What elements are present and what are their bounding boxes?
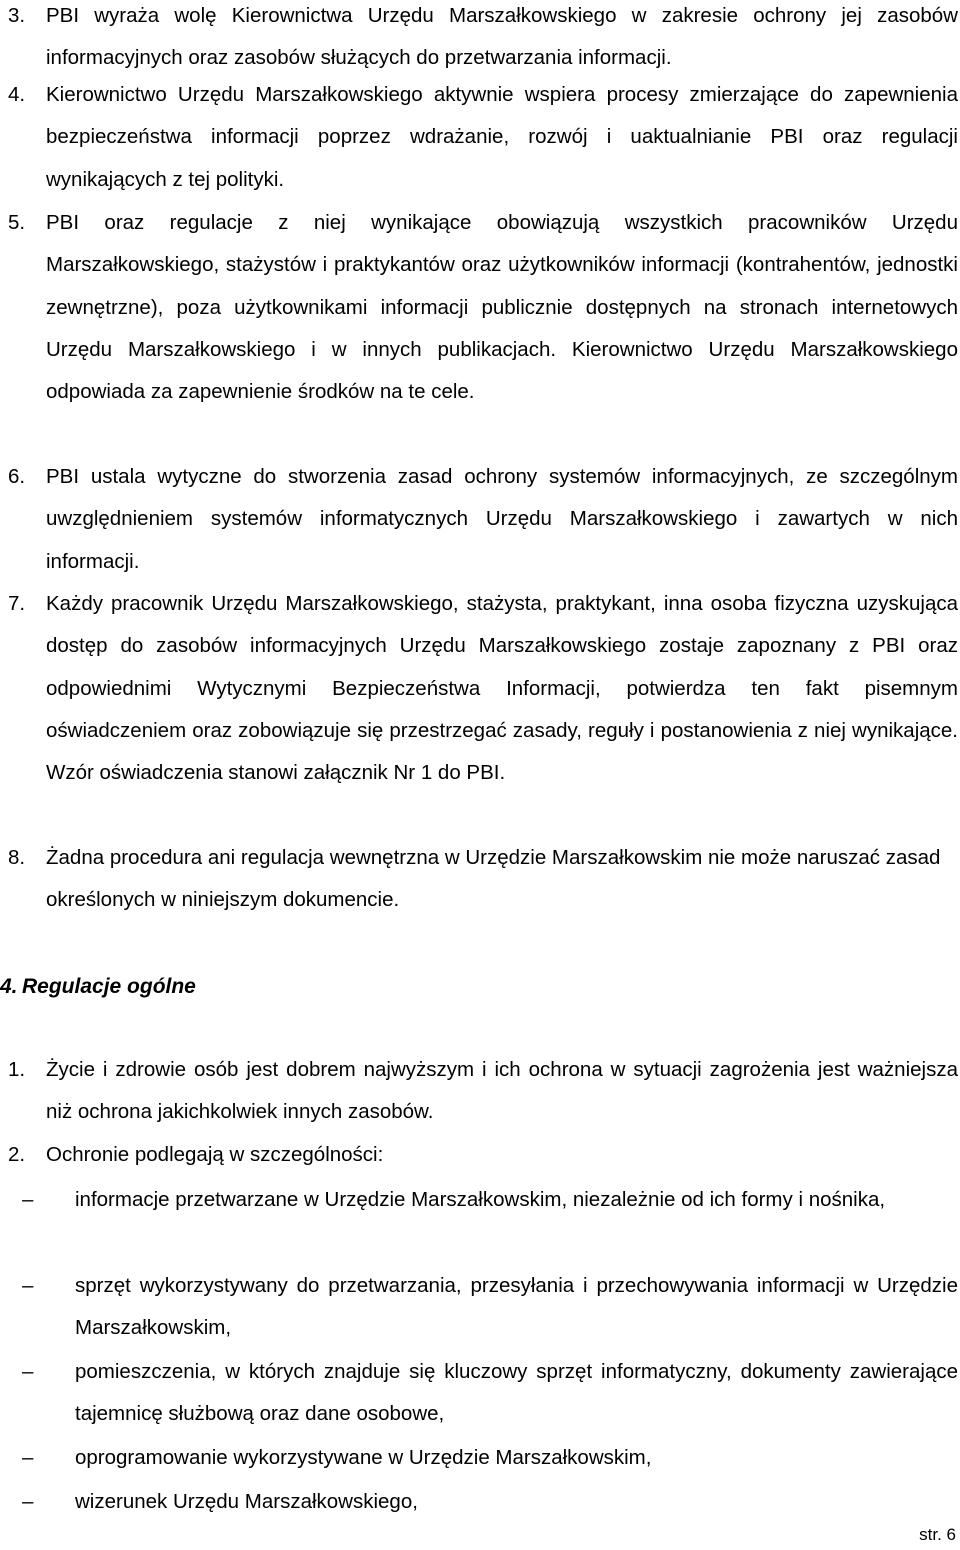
list-item-6: [0, 456, 960, 583]
bullet-item-5: [0, 1481, 960, 1523]
list-item-text: Życie i zdrowie osób jest dobrem najwyższym i ich ochrona w sytuacji zagrożenia jest ważniejsza niż ochrona jakichkolwiek innych zasobów.: [46, 1058, 958, 1124]
list-item-text: PBI wyraża wolę Kierownictwa Urzędu Marszałkowskiego w zakresie ochrony jej zasobów informacyjnych oraz zasobów służących do przetwarzania informacji.: [46, 4, 958, 70]
bullet-item-3: [0, 1351, 960, 1436]
bullet-text: informacje przetwarzane w Urzędzie Marszałkowskim, niezależnie od ich formy i nośnika,: [75, 1188, 886, 1211]
list-item-text: Ochronie podlegają w szczególności:: [46, 1143, 384, 1166]
section-item-1: [0, 1049, 960, 1134]
list-item-number: 6.: [8, 465, 26, 488]
dash-marker: –: [22, 1446, 34, 1469]
list-item-text: Żadna procedura ani regulacja wewnętrzna w Urzędzie Marszałkowskim nie może naruszać zasad określonych w niniejszym dokumencie.: [46, 846, 941, 912]
list-item-number: 8.: [8, 846, 26, 869]
dash-marker: –: [22, 1360, 34, 1383]
bullet-text: sprzęt wykorzystywany do przetwarzania, przesyłania i przechowywania informacji w Urzędzie Marszałkowskim,: [75, 1274, 958, 1340]
list-item-3: [0, 0, 960, 80]
dash-marker: –: [22, 1490, 34, 1513]
dash-marker: –: [22, 1274, 34, 1297]
list-item-text: PBI oraz regulacje z niej wynikające obowiązują wszystkich pracowników Urzędu Marszałkowskiego, stażystów i praktykantów oraz użytkowników informacji (kontrahentów, jednostki zewnętrzne), poza użytkownikami informacji publicznie dostępnych na stronach internetowych Urzędu Marszałkowskiego i w innych publikacjach. Kierownictwo Urzędu Marszałkowskiego odpowiada za zapewnienie środków na te cele.: [46, 211, 958, 404]
page-number: str. 6: [919, 1525, 956, 1544]
dash-marker: –: [22, 1188, 34, 1211]
list-item-5: [0, 202, 960, 413]
list-item-8: [0, 837, 960, 922]
bullet-text: wizerunek Urzędu Marszałkowskiego,: [75, 1490, 418, 1513]
list-item-number: 2.: [8, 1143, 26, 1166]
list-item-text: Kierownictwo Urzędu Marszałkowskiego aktywnie wspiera procesy zmierzające do zapewnienia bezpieczeństwa informacji poprzez wdrażanie, rozwój i uaktualnianie PBI oraz regulacji wynikających z tej polityki.: [46, 83, 958, 191]
list-item-text: Każdy pracownik Urzędu Marszałkowskiego, stażysta, praktykant, inna osoba fizyczna uzyskująca dostęp do zasobów informacyjnych Urzędu Marszałkowskiego zostaje zapoznany z PBI oraz odpowiednimi Wytycznymi Bezpieczeństwa Informacji, potwierdza ten fakt pisemnym oświadczeniem oraz zobowiązuje się przestrzegać zasady, reguły i postanowienia z niej wynikające. Wzór oświadczenia stanowi załącznik Nr 1 do PBI.: [46, 592, 958, 785]
list-item-7: [0, 583, 960, 794]
list-item-text: PBI ustala wytyczne do stworzenia zasad ochrony systemów informacyjnych, ze szczególnym uwzględnieniem systemów informatycznych Urzędu Marszałkowskiego i zawartych w nich informacji.: [46, 465, 958, 573]
list-item-number: 7.: [8, 592, 26, 615]
section-number: 4.: [0, 975, 18, 998]
list-item-number: 1.: [8, 1058, 26, 1081]
list-item-number: 5.: [8, 211, 26, 234]
bullet-text: oprogramowanie wykorzystywane w Urzędzie Marszałkowskim,: [75, 1446, 652, 1469]
list-item-number: 4.: [8, 83, 26, 106]
bullet-item-2: [0, 1265, 960, 1350]
list-item-number: 3.: [8, 4, 26, 27]
section-item-2: [0, 1134, 960, 1176]
bullet-text: pomieszczenia, w których znajduje się kluczowy sprzęt informatyczny, dokumenty zawierające tajemnicę służbową oraz dane osobowe,: [75, 1360, 958, 1426]
bullet-item-1: [0, 1179, 960, 1221]
list-item-4: [0, 74, 960, 201]
bullet-item-4: [0, 1437, 960, 1479]
section-heading: [0, 965, 960, 1009]
section-title: Regulacje ogólne: [22, 975, 196, 998]
